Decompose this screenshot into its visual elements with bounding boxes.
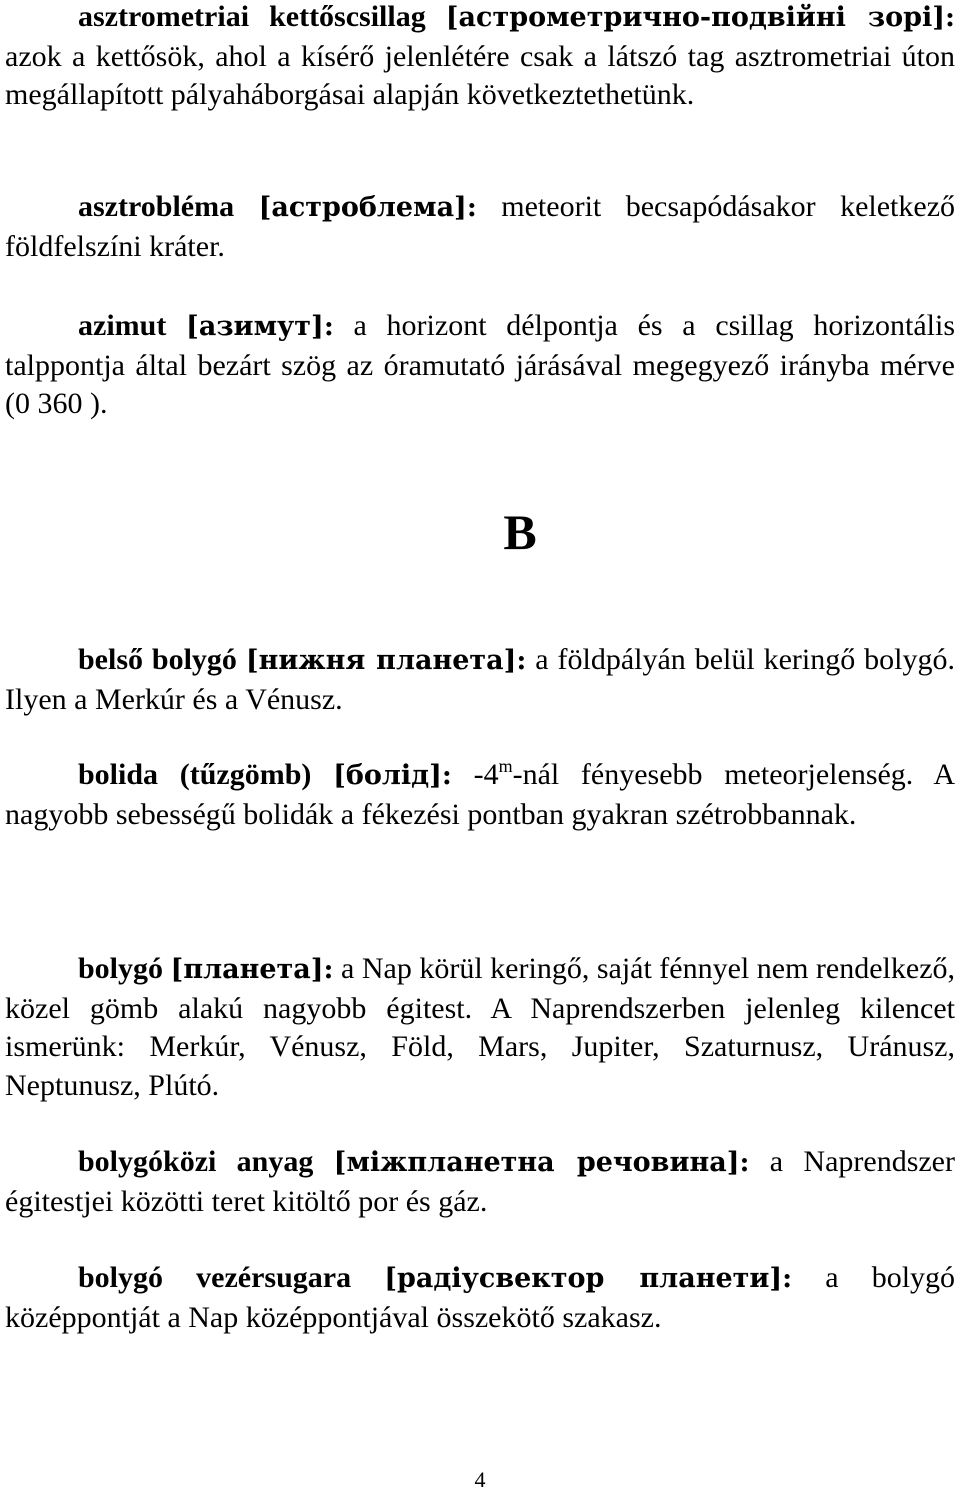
entry-ukrainian-term: [міжпланетна речовина]:	[333, 1147, 750, 1178]
entry-term: bolygó vezérsugara	[78, 1261, 352, 1294]
entry-term: asztrobléma	[78, 190, 235, 223]
entry-ukrainian-term: [астрометрично-подвійні зорі]:	[445, 2, 956, 33]
entry-definition: meteorit becsapódásakor keletkező földfelszíni kráter.	[5, 190, 956, 263]
entry-definition: azok a kettősök, ahol a kísérő jelenlétére csak a látszó tag asztrometriai úton megállapított pályaháborgásai alapján következtethetünk.	[5, 39, 955, 111]
entry-ukrainian-term: [радіусвектор планети]:	[384, 1263, 793, 1294]
entry-bolygokozi-anyag	[5, 1143, 955, 1221]
entry-term: belső bolygó	[78, 643, 237, 676]
entry-ukrainian-term: [нижня планета]:	[245, 645, 527, 676]
entry-term: bolygóközi anyag	[78, 1145, 314, 1178]
entry-definition: a Nap körül keringő, saját fénnyel nem rendelkező, közel gömb alakú nagyobb égitest. A Naprendszerben jelenleg kilencet ismerünk: Merkúr, Vénusz, Föld, Mars, Jupiter, Szaturnusz, Uránusz, Neptunusz, Plútó.	[5, 952, 956, 1102]
entry-definition: a bolygó középpontját a Nap középpontjával összekötő szakasz.	[5, 1261, 956, 1334]
entry-definition: a Naprendszer égitestjei közötti teret kitöltő por és gáz.	[5, 1145, 955, 1218]
entry-ukrainian-term: [астроблема]:	[258, 192, 477, 223]
entry-term: azimut	[78, 309, 167, 342]
page-number: 4	[474, 1467, 486, 1492]
entry-definition-prefix: -4	[473, 758, 499, 791]
entry-bolygo-vezersugara	[5, 1259, 955, 1337]
entry-asztroblema	[5, 188, 955, 266]
entry-asztrometriai-kettoscsillag	[5, 0, 955, 115]
entry-bolygo	[5, 950, 955, 1105]
section-letter: B	[503, 504, 537, 560]
entry-term: bolygó	[78, 952, 164, 985]
entry-belso-bolygo	[5, 641, 955, 719]
entry-ukrainian-term: [азимут]:	[186, 311, 334, 342]
entry-bolida	[5, 756, 955, 834]
entry-definition: a horizont délpontja és a csillag horizontális talppontja által bezárt szög az óramutató járásával megegyező irányba mérve (0 360 ).	[5, 309, 955, 420]
entry-definition: a földpályán belül keringő bolygó. Ilyen a Merkúr és a Vénusz.	[5, 643, 955, 716]
entry-ukrainian-term: [болід]:	[333, 760, 452, 791]
entry-term: bolida (tűzgömb)	[78, 758, 312, 791]
magnitude-superscript: m	[498, 756, 513, 776]
entry-ukrainian-term: [планета]:	[170, 954, 334, 985]
entry-definition: -nál fényesebb meteorjelenség. A nagyobb sebességű bolidák a fékezési pontban gyakran szétrobbannak.	[5, 758, 955, 831]
entry-term: asztrometriai kettőscsillag	[78, 0, 426, 33]
entry-azimut	[5, 307, 955, 424]
